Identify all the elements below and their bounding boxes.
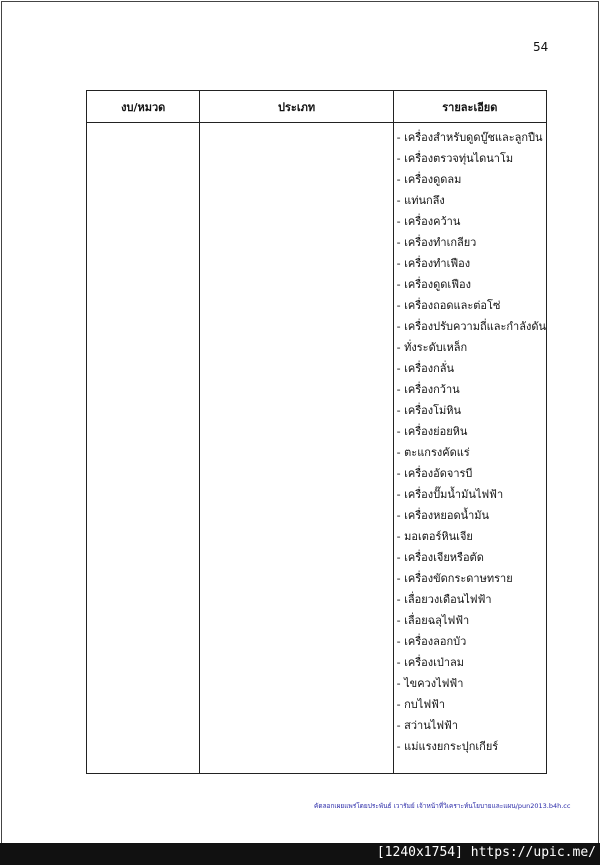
detail-item: - เครื่องถอดและต่อโซ่ [396, 299, 501, 312]
watermark-text: [1240x1754] https://upic.me/ [376, 845, 596, 860]
detail-item: - ตะแกรงคัดแร่ [396, 446, 470, 459]
detail-item: - เครื่องอัดจารบี [396, 467, 473, 480]
detail-item: - เลื่อยฉลุไฟฟ้า [396, 614, 470, 627]
detail-item: - เครื่องโม่หิน [396, 404, 462, 417]
detail-item: - เครื่องดูดลม [396, 173, 462, 186]
detail-item: - แท่นกลึง [396, 194, 445, 207]
detail-item: - มอเตอร์หินเจีย [396, 530, 473, 543]
detail-item: - เครื่องปั๊มน้ำมันไฟฟ้า [396, 488, 504, 501]
page-number: 54 [533, 40, 549, 54]
document-page [1, 1, 599, 844]
detail-item: - เครื่องคว้าน [396, 215, 461, 228]
detail-item: - สว่านไฟฟ้า [396, 719, 459, 732]
detail-item: - เครื่องสำหรับดูดบู๊ชและลูกปืน [396, 131, 543, 144]
detail-item: - เครื่องทำเกลียว [396, 236, 477, 249]
detail-item: - เครื่องทำเฟือง [396, 257, 471, 270]
detail-item: - เครื่องขัดกระดาษทราย [396, 572, 513, 585]
category-cell [87, 123, 200, 774]
detail-item: - เครื่องเป่าลม [396, 656, 465, 669]
detail-item: - กบไฟฟ้า [396, 698, 446, 711]
detail-item: - เครื่องกลั่น [396, 362, 455, 375]
detail-item: - เครื่องเจียหรือตัด [396, 551, 484, 564]
detail-item: - ทั่งระดับเหล็ก [396, 341, 468, 354]
detail-item: - เครื่องตรวจทุ่นไดนาโม [396, 152, 514, 165]
header-category: งบ/หมวด [87, 91, 200, 123]
detail-item: - แม่แรงยกระปุกเกียร์ [396, 740, 499, 753]
detail-item: - เครื่องย่อยหิน [396, 425, 468, 438]
header-type: ประเภท [200, 91, 393, 123]
footer-credit: คัดลอกเผยแพร่โดยประพันธ์ เวารัมย์ เจ้าหน้าที่วิเคราะห์นโยบายและแผน/pun2013.b4h.cc [314, 802, 571, 810]
budget-table [86, 90, 547, 774]
detail-item: - ไขควงไฟฟ้า [396, 677, 464, 690]
detail-item: - เครื่องดูดเฟือง [396, 278, 471, 291]
detail-item: - เครื่องปรับความถี่และกำลังดัน [396, 320, 546, 333]
detail-item: - เครื่องกว้าน [396, 383, 460, 396]
detail-item: - เลื่อยวงเดือนไฟฟ้า [396, 593, 492, 606]
details-cell [393, 123, 546, 774]
watermark-bar [0, 843, 600, 865]
type-cell [200, 123, 393, 774]
detail-item: - เครื่องหยอดน้ำมัน [396, 509, 490, 522]
header-details: รายละเอียด [393, 91, 546, 123]
detail-item: - เครื่องลอกบัว [396, 635, 467, 648]
